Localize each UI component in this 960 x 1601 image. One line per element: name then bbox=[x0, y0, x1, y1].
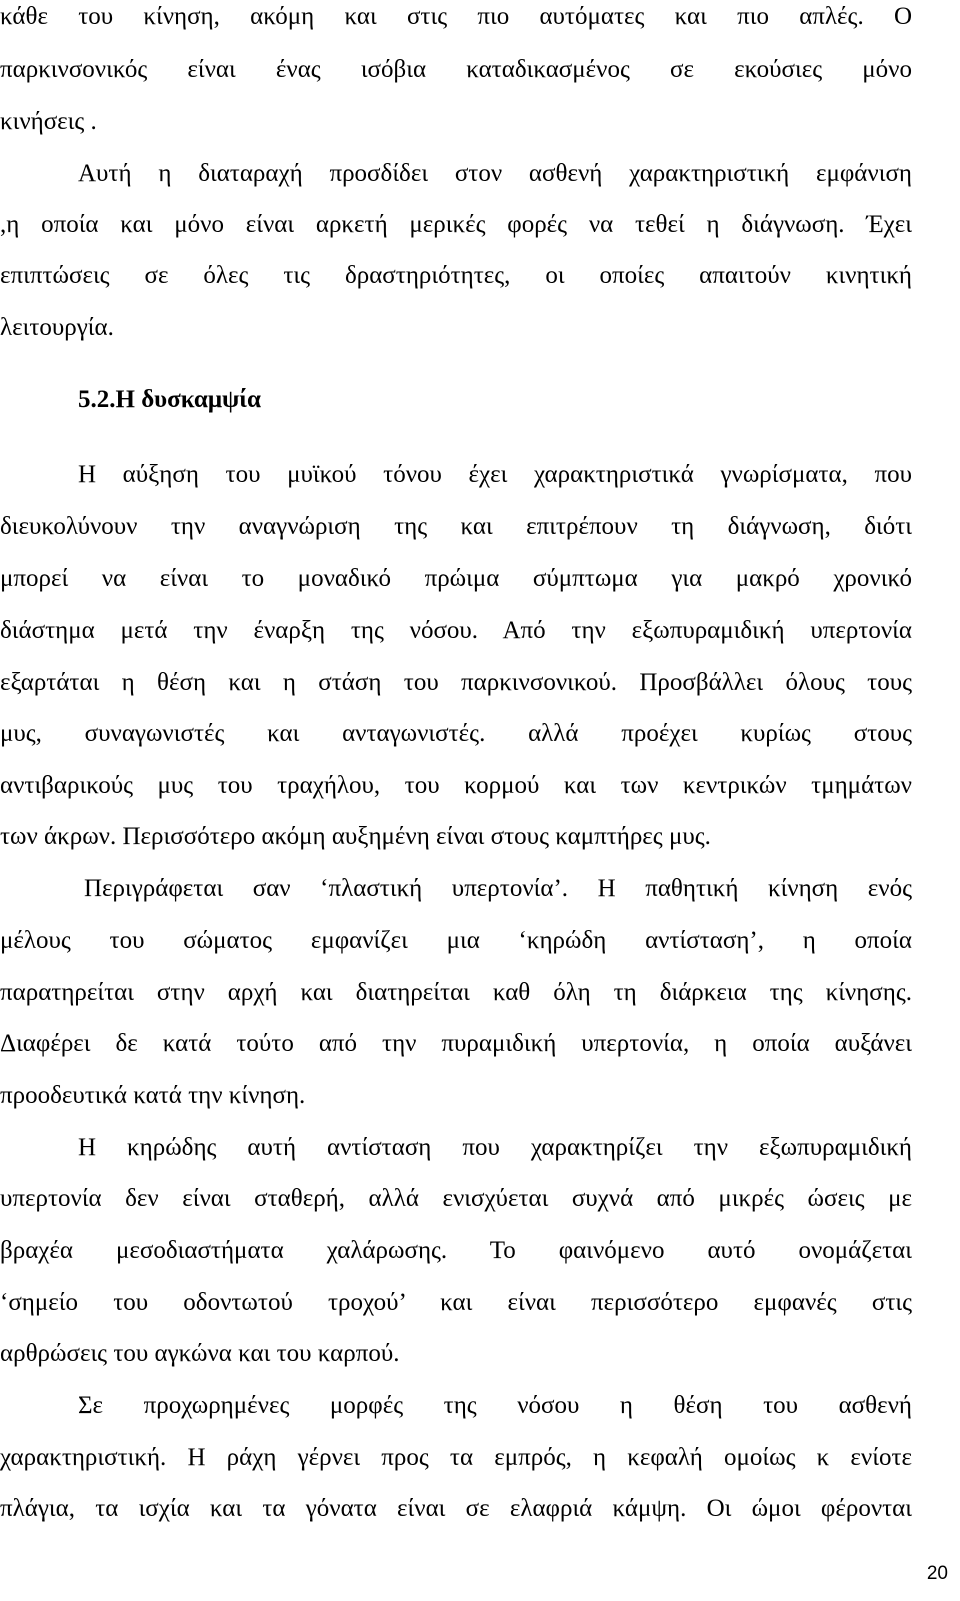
text-line: των άκρων. Περισσότερο ακόμη αυξημένη είναι στους καμπτήρες μυς. bbox=[0, 823, 711, 850]
text-line: Διαφέρει δε κατά τούτο από την πυραμιδική υπερτονία, η οποία αυξάνει bbox=[0, 1030, 912, 1057]
text-line: Σε προχωρημένες μορφές της νόσου η θέση του ασθενή bbox=[78, 1392, 912, 1419]
text-line: μπορεί να είναι το μοναδικό πρώιμα σύμπτωμα για μακρό χρονικό bbox=[0, 565, 912, 592]
text-line: Περιγράφεται σαν ‘πλαστική υπερτονία’. Η παθητική κίνηση ενός bbox=[84, 875, 912, 902]
text-line: βραχέα μεσοδιαστήματα χαλάρωσης. Το φαινόμενο αυτό ονομάζεται bbox=[0, 1237, 912, 1264]
text-line: ,η οποία και μόνο είναι αρκετή μερικές φορές να τεθεί η διάγνωση. Έχει bbox=[0, 211, 912, 238]
text-line: παρκινσονικός είναι ένας ισόβια καταδικασμένος σε εκούσιες μόνο bbox=[0, 56, 912, 83]
text-line: ‘σημείο του οδοντωτού τροχού’ και είναι περισσότερο εμφανές στις bbox=[0, 1289, 912, 1316]
text-line: Η κηρώδης αυτή αντίσταση που χαρακτηρίζει την εξωπυραμιδική bbox=[78, 1134, 912, 1161]
text-line: εξαρτάται η θέση και η στάση του παρκινσονικού. Προσβάλλει όλους τους bbox=[0, 669, 912, 696]
text-line: επιπτώσεις σε όλες τις δραστηριότητες, οι οποίες απαιτούν κινητική bbox=[0, 262, 912, 289]
text-line: λειτουργία. bbox=[0, 314, 114, 341]
text-line: μυς, συναγωνιστές και ανταγωνιστές. αλλά προέχει κυρίως στους bbox=[0, 720, 912, 747]
text-line: αρθρώσεις του αγκώνα και του καρπού. bbox=[0, 1340, 400, 1367]
text-line: πλάγια, τα ισχία και τα γόνατα είναι σε ελαφριά κάμψη. Οι ώμοι φέρονται bbox=[0, 1495, 912, 1522]
text-line: μέλους του σώματος εμφανίζει μια ‘κηρώδη αντίσταση’, η οποία bbox=[0, 927, 912, 954]
section-heading: 5.2.Η δυσκαμψία bbox=[78, 386, 261, 413]
text-line: προοδευτικά κατά την κίνηση. bbox=[0, 1082, 306, 1109]
page-number: 20 bbox=[926, 1563, 948, 1584]
text-line: χαρακτηριστική. Η ράχη γέρνει προς τα εμπρός, η κεφαλή ομοίως κ ενίοτε bbox=[0, 1444, 912, 1471]
text-line: παρατηρείται στην αρχή και διατηρείται καθ όλη τη διάρκεια της κίνησης. bbox=[0, 979, 912, 1006]
text-line: διάστημα μετά την έναρξη της νόσου. Από την εξωπυραμιδική υπερτονία bbox=[0, 617, 912, 644]
text-line: υπερτονία δεν είναι σταθερή, αλλά ενισχύεται συχνά από μικρές ώσεις με bbox=[0, 1185, 912, 1212]
text-line: Αυτή η διαταραχή προσδίδει στον ασθενή χαρακτηριστική εμφάνιση bbox=[78, 160, 912, 187]
text-line: διευκολύνουν την αναγνώριση της και επιτρέπουν τη διάγνωση, διότι bbox=[0, 513, 912, 540]
text-line: αντιβαρικούς μυς του τραχήλου, του κορμού και των κεντρικών τμημάτων bbox=[0, 772, 912, 799]
text-line: κάθε του κίνηση, ακόμη και στις πιο αυτόματες και πιο απλές. Ο bbox=[0, 3, 912, 30]
text-line: Η αύξηση του μυϊκού τόνου έχει χαρακτηριστικά γνωρίσματα, που bbox=[78, 461, 912, 488]
text-line: κινήσεις . bbox=[0, 108, 97, 135]
